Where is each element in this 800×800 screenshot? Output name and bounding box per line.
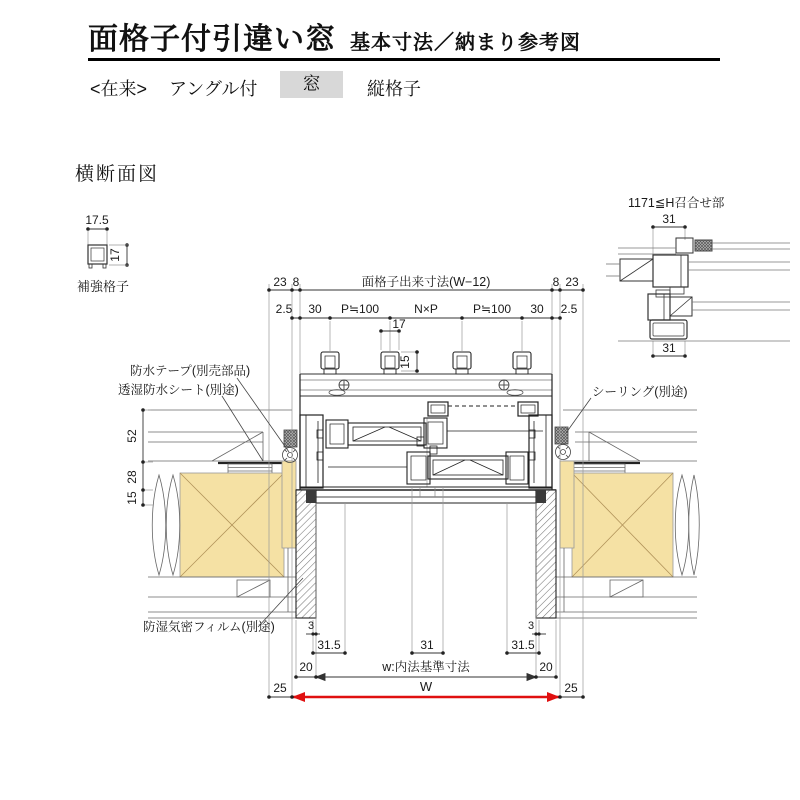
dim-overall-width: W — [419, 679, 433, 694]
screw-symbol — [283, 448, 298, 463]
spec-series: <在来> — [90, 79, 148, 99]
rail-slot — [329, 390, 345, 396]
lattice-bars — [321, 352, 531, 374]
dim-wall-offset-right: 23 — [565, 275, 579, 289]
dim-margin-left: 25 — [273, 681, 287, 695]
dim-edge-right: 2.5 — [560, 302, 578, 316]
wood-strip — [282, 461, 296, 548]
reinforce-label: 補強格子 — [77, 279, 130, 294]
insulation — [152, 475, 166, 575]
meeting-bottom-dim: 31 — [662, 341, 676, 355]
dim-edge-left: 2.5 — [275, 302, 293, 316]
dim-depth-inner: 15 — [125, 491, 139, 505]
dim-track-left: 31.5 — [317, 638, 341, 652]
meeting-stile — [407, 452, 430, 484]
lattice-bar — [381, 352, 399, 374]
dim-casing-right: 20 — [539, 660, 553, 674]
label-sealing: シーリング(別途) — [592, 385, 688, 399]
dim-wall-offset-left: 23 — [273, 275, 287, 289]
dim-end-left: 30 — [308, 302, 322, 316]
section-heading: 横断面図 — [75, 164, 160, 185]
dim-gap-left: 3 — [307, 620, 315, 632]
reinforce-width-dim: 17.5 — [85, 213, 109, 227]
sealing-block — [555, 427, 568, 444]
dim-frame-offset-left: 8 — [292, 275, 300, 289]
wood-strip — [560, 461, 574, 548]
dim-inner-width-label: w:内法基準寸法 — [382, 660, 470, 674]
spec-window-tag: 窓 — [280, 71, 343, 98]
dim-margin-right: 25 — [564, 681, 578, 695]
right-jamb — [529, 415, 552, 488]
dim-depth-mid: 28 — [125, 470, 139, 484]
sill — [296, 487, 556, 503]
label-moisture-sheet: 透湿防水シート(別途) — [118, 383, 239, 397]
dim-pitch-right: P≒100 — [472, 302, 512, 316]
glass — [353, 427, 421, 441]
dim-gap-right: 3 — [527, 620, 535, 632]
insulation — [675, 475, 689, 575]
outer-sash — [326, 418, 543, 448]
spec-angle-type: アングル付 — [169, 79, 258, 99]
interior-casing — [296, 490, 556, 618]
dim-lattice-width-label: 面格子出来寸法(W−12) — [361, 275, 491, 289]
label-waterproof-tape: 防水テープ(別売部品) — [130, 364, 251, 378]
left-jamb — [300, 415, 323, 488]
reinforce-height-dim: 17 — [108, 248, 122, 262]
dim-depth-outer: 52 — [125, 429, 139, 443]
lattice-bar — [513, 352, 531, 374]
meeting-top-dim: 31 — [662, 212, 676, 226]
title-sub: 基本寸法／納まり参考図 — [350, 32, 581, 54]
dim-frame-offset-right: 8 — [552, 275, 560, 289]
dim-end-right: 30 — [530, 302, 544, 316]
rail-screw-icon — [339, 380, 509, 390]
rail-slot — [507, 390, 523, 396]
spec-lattice-type: 縦格子 — [367, 79, 421, 99]
meeting-stile-detail — [606, 227, 790, 356]
lattice-rail — [300, 374, 552, 396]
inner-sash — [328, 446, 528, 484]
lattice-bar — [321, 352, 339, 374]
lattice-bar — [453, 352, 471, 374]
sealing-block — [284, 430, 297, 447]
label-moisture-film: 防湿気密フィルム(別途) — [143, 620, 275, 634]
dim-bar-width: 17 — [392, 317, 406, 331]
meeting-stile — [424, 418, 447, 448]
dim-pitch-mid: N×P — [414, 302, 438, 316]
dim-track-right: 31.5 — [511, 638, 535, 652]
glass — [433, 460, 503, 475]
screw-symbol — [556, 445, 571, 460]
right-wall — [555, 410, 699, 618]
left-wall — [148, 410, 298, 618]
title-main: 面格子付引違い窓 — [88, 23, 336, 56]
dim-pitch-left: P≒100 — [340, 302, 380, 316]
meeting-label: 1171≦H召合せ部 — [628, 196, 725, 210]
dim-bar-height: 15 — [398, 355, 412, 369]
dim-casing-left: 20 — [299, 660, 313, 674]
dim-stile: 31 — [420, 638, 434, 652]
